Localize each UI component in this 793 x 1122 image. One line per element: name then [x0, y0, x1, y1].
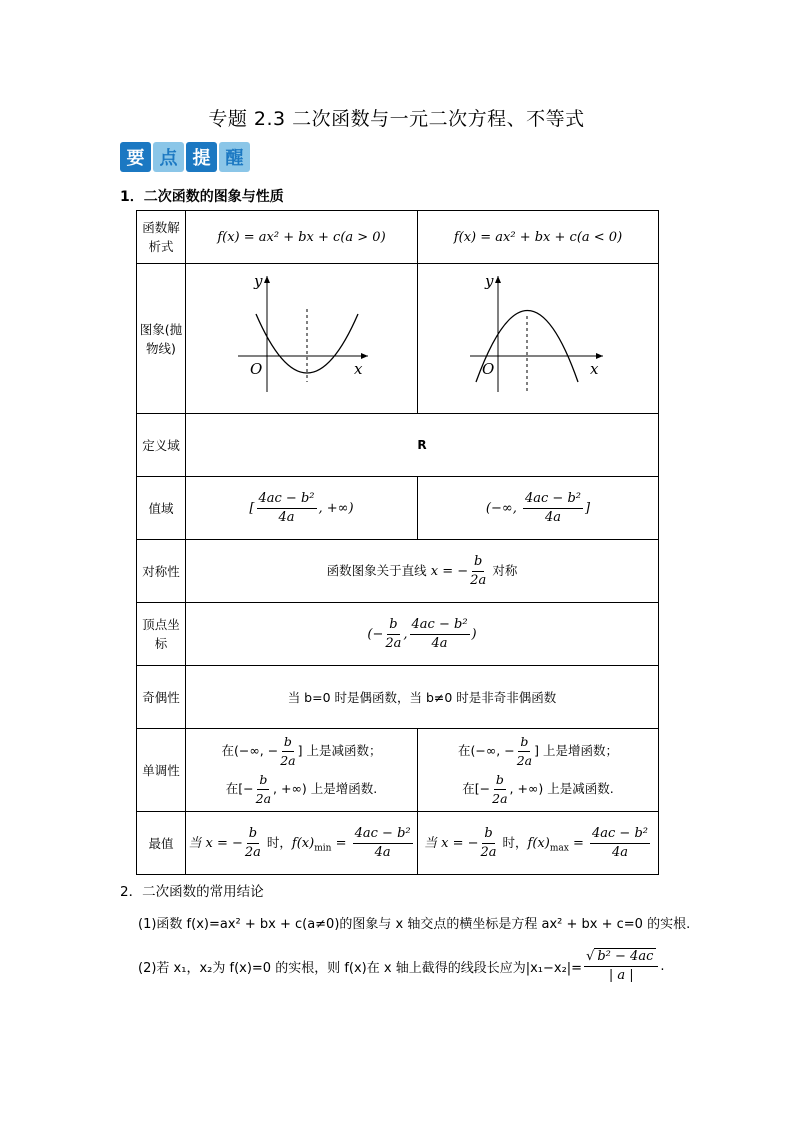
row-header: 函数解析式: [137, 211, 186, 264]
graph-a-pos: [186, 264, 418, 414]
table-row: [137, 603, 659, 666]
denominator: 2a: [492, 790, 508, 806]
key-points-badge: [120, 142, 250, 172]
row-header: 值域: [137, 477, 186, 540]
row-header: 奇偶性: [137, 666, 186, 729]
fraction: [590, 826, 650, 861]
table-row: [137, 264, 659, 414]
fraction: [492, 772, 507, 807]
numerator: 4ac − b²: [257, 491, 317, 509]
denominator: 2a: [280, 752, 296, 768]
section-heading-2: 2．二次函数的常用结论: [120, 884, 264, 900]
mono-line2-pre: 在[−: [462, 780, 491, 796]
section-heading-1: 1．二次函数的图象与性质: [120, 189, 284, 205]
parabola-down-graph: [418, 264, 658, 409]
table-row: [137, 540, 659, 603]
extreme-pre: 当 x = −: [188, 835, 243, 851]
mono-line1-pre: 在(−∞, −: [458, 742, 515, 758]
x-axis-arrow: [596, 353, 603, 359]
y-label: y: [485, 272, 494, 290]
range-bracket: [: [249, 500, 255, 516]
parabola-up-graph: [186, 264, 417, 409]
numerator: 4ac − b²: [410, 617, 470, 635]
numerator: 4ac − b²: [523, 491, 583, 509]
range-head: (−∞,: [485, 500, 521, 516]
extreme-f: f(x): [291, 835, 315, 851]
monotonic-a-neg: [418, 729, 659, 812]
numerator: b: [387, 617, 399, 635]
denominator: 2a: [244, 844, 261, 860]
page-title: 专题 2.3 二次函数与一元二次方程、不等式: [208, 108, 585, 130]
numerator: b: [247, 826, 259, 844]
numerator: b: [257, 772, 269, 790]
y-axis-arrow: [264, 276, 270, 283]
row-header: 对称性: [137, 540, 186, 603]
extreme-mid: 时，: [262, 834, 292, 850]
denominator: 4a: [374, 844, 391, 860]
origin-label: O: [250, 360, 263, 378]
x-label: x: [590, 360, 599, 378]
conclusion-2-text: (2)若 x₁，x₂为 f(x)=0 的实根，则 f(x)在 x 轴上截得的线段长应为|x₁−x₂|=: [138, 960, 583, 976]
numerator: 4ac − b²: [590, 826, 650, 844]
row-header: 最值: [137, 812, 186, 875]
fraction: [410, 617, 470, 652]
table-row: [137, 812, 659, 875]
extreme-f: f(x): [527, 835, 550, 851]
mono-line1-post: ] 上是增函数；: [534, 742, 618, 758]
denominator: 4a: [544, 509, 561, 525]
symmetry-value: [186, 540, 659, 603]
graph-a-neg: [418, 264, 659, 414]
range-a-neg: [418, 477, 659, 540]
fraction: [517, 734, 532, 769]
parity-value: 当 b=0 时是偶函数，当 b≠0 时是非奇非偶函数: [186, 666, 659, 729]
denominator: 4a: [611, 844, 628, 860]
row-header: 顶点坐标: [137, 603, 186, 666]
numerator: b: [282, 734, 294, 752]
denominator: 2a: [516, 752, 533, 768]
conclusion-2-end: .: [660, 958, 665, 974]
symmetry-pre: 函数图象关于直线: [326, 562, 427, 578]
fraction: [245, 826, 261, 861]
range-a-pos: [186, 477, 418, 540]
badge-char: 要: [120, 142, 151, 172]
denominator: 2a: [385, 635, 402, 651]
y-label: y: [254, 272, 263, 290]
symmetry-eq: x = −: [430, 563, 469, 579]
numerator: b: [494, 772, 506, 790]
extreme-sub: max: [549, 843, 569, 854]
denominator: 2a: [255, 790, 272, 806]
symmetry-post: 对称: [492, 562, 518, 578]
numerator: b: [472, 554, 484, 572]
fraction: [385, 617, 401, 652]
range-tail: , +∞): [318, 500, 354, 516]
denominator: 2a: [470, 572, 487, 588]
row-header: 单调性: [137, 729, 186, 812]
numerator: b: [518, 734, 530, 752]
badge-char: 提: [186, 142, 217, 172]
denominator: | a |: [608, 968, 634, 983]
fraction: [353, 826, 413, 861]
extreme-mid: 时，: [498, 834, 528, 850]
badge-char: 点: [153, 142, 184, 172]
fraction: [280, 734, 295, 769]
domain-value: R: [186, 414, 659, 477]
origin-label: O: [482, 360, 495, 378]
fraction: [256, 772, 271, 807]
y-axis-arrow: [495, 276, 501, 283]
fraction: [481, 826, 497, 861]
analytic-a-neg: f(x) = ax² + bx + c(a < 0): [418, 211, 659, 264]
numerator: 4ac − b²: [353, 826, 413, 844]
row-header: 图象(抛物线): [137, 264, 186, 414]
conclusion-1: (1)函数 f(x)=ax² + bx + c(a≠0)的图象与 x 轴交点的横坐标是方程 ax² + bx + c=0 的实根.: [138, 917, 691, 932]
denominator: 2a: [480, 844, 497, 860]
row-header: 定义域: [137, 414, 186, 477]
extreme-a-pos: 当 x = − $\frac{b}{2a}$ 时，$f(x)_{min}$ = $\frac{\text{4ac − b²}}{4a}$: [186, 812, 418, 875]
x-label: x: [354, 360, 363, 378]
analytic-a-pos: f(x) = ax² + bx + c(a > 0): [186, 211, 418, 264]
table-row: [137, 666, 659, 729]
fraction: [523, 491, 583, 526]
vertex-value: (− $\frac{b}{2a}$ , $\frac{\text{4ac − b²}}{4a}$ ): [186, 603, 659, 666]
table-row: [137, 729, 659, 812]
numerator: b: [482, 826, 494, 844]
table-row: [137, 211, 659, 264]
x-axis-arrow: [361, 353, 368, 359]
numerator: √ b² − 4ac: [584, 948, 658, 967]
mono-line1-pre: 在(−∞, −: [221, 742, 279, 758]
badge-char: 醒: [219, 142, 250, 172]
properties-table: [136, 210, 659, 875]
range-bracket: ]: [584, 500, 591, 516]
mono-line2-post: , +∞) 上是增函数.: [273, 780, 378, 796]
extreme-pre: 当 x = −: [424, 835, 479, 851]
conclusion-2: [138, 948, 665, 984]
table-row: [137, 414, 659, 477]
fraction: [470, 554, 486, 589]
sqrt-body: b² − 4ac: [594, 948, 656, 965]
table-row: [137, 477, 659, 540]
fraction: [257, 491, 317, 526]
mono-line2-post: , +∞) 上是减函数.: [509, 780, 614, 796]
mono-line2-pre: 在[−: [225, 780, 254, 796]
fraction: [584, 948, 658, 984]
denominator: 4a: [278, 509, 295, 525]
extreme-sub: min: [314, 843, 332, 854]
monotonic-a-pos: [186, 729, 418, 812]
extreme-a-neg: 当 x = − $\frac{b}{2a}$ 时，$f(x)_{max}$ = $\frac{\text{4ac − b²}}{4a}$: [418, 812, 659, 875]
denominator: 4a: [431, 635, 448, 651]
mono-line1-post: ] 上是减函数；: [297, 742, 382, 758]
